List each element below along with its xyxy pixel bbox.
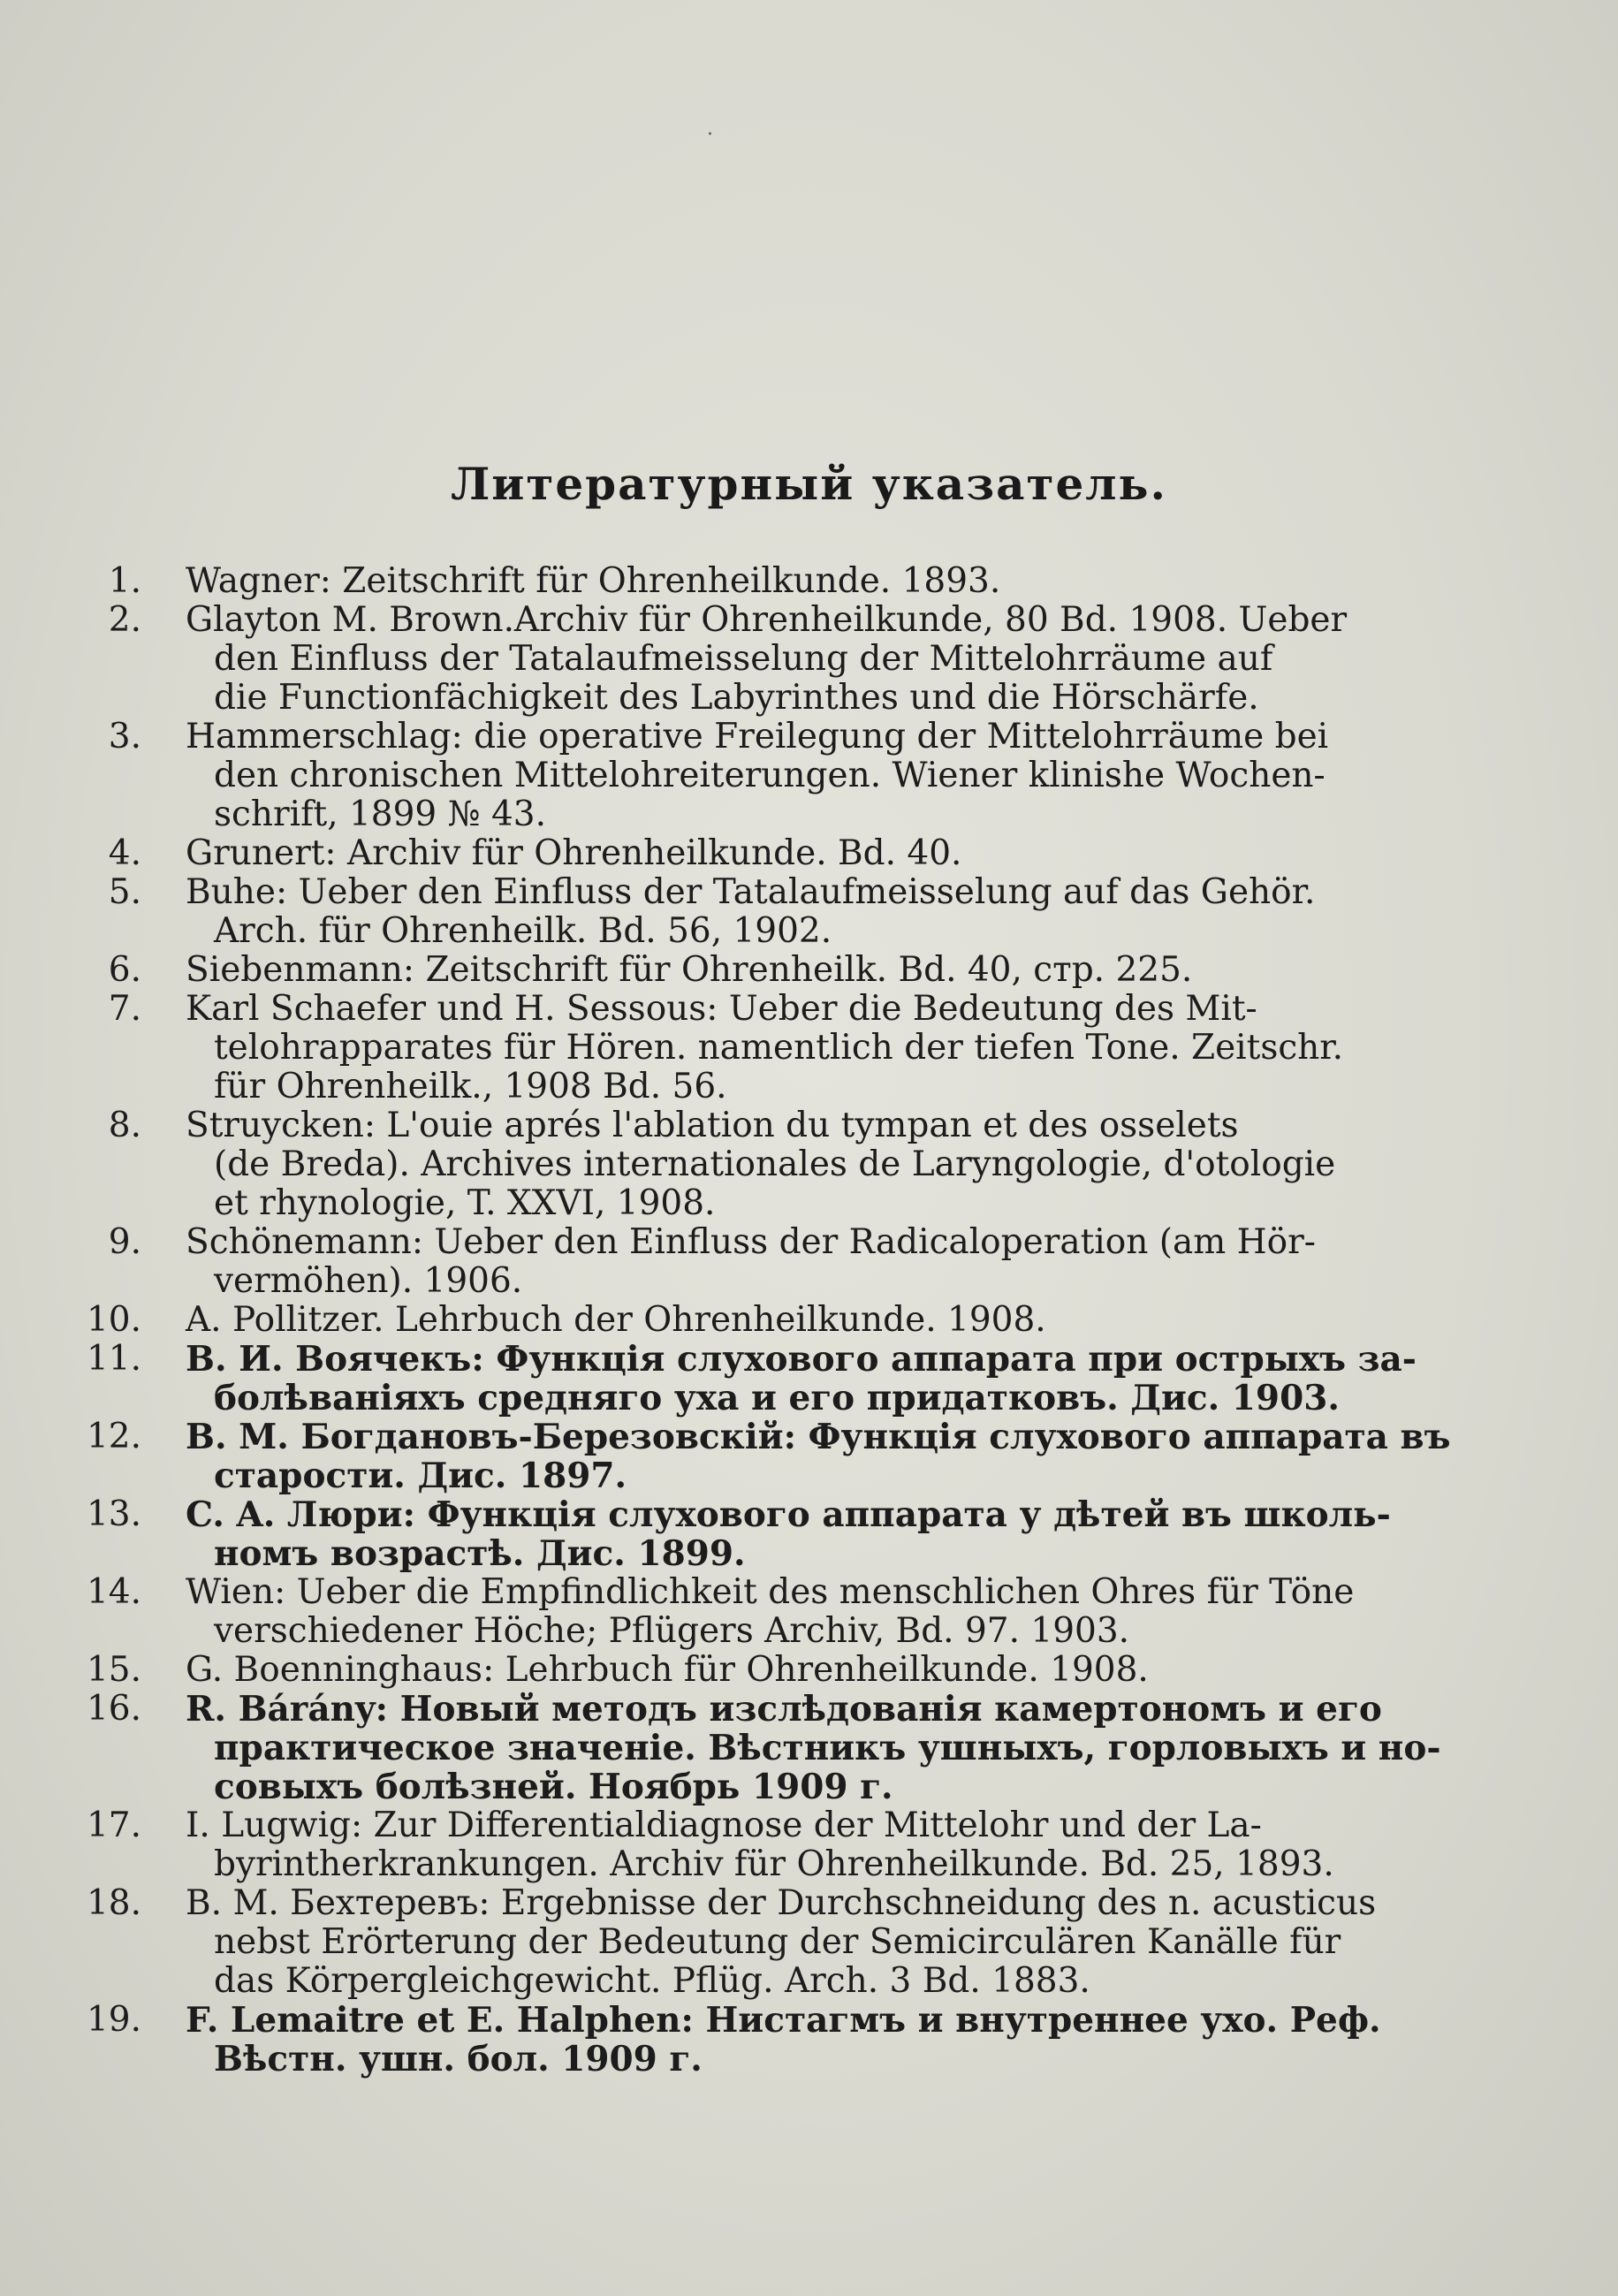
reference-line: старости. Дис. 1897. [214, 1456, 627, 1496]
reference-number: 11. [86, 1339, 141, 1379]
reference-item [71, 834, 1379, 873]
reference-number: 13. [86, 1494, 141, 1534]
reference-line: Struycken: L'ouie aprés l'ablation du tympan et des osselets [186, 1106, 1239, 1145]
reference-item [71, 1223, 1379, 1301]
reference-text [186, 1573, 1379, 1651]
reference-line: R. Bárány: Новый методъ изслѣдованія камертономъ и его [186, 1689, 1382, 1730]
reference-item [71, 601, 1379, 718]
reference-number: 19. [86, 2000, 141, 2040]
reference-item [71, 1301, 1379, 1340]
reference-line: B. M. Богдановъ-Березовскій: Функція слухового аппарата въ [186, 1417, 1451, 1457]
reference-line: совыхъ болѣзней. Ноябрь 1909 г. [214, 1767, 893, 1807]
reference-line: I. Lugwig: Zur Differentialdiagnose der Mittelohr und der La- [186, 1806, 1262, 1845]
reference-number: 3. [108, 717, 141, 756]
reference-number: 17. [86, 1806, 141, 1845]
reference-line: telohrapparates für Hören. namentlich der tiefen Tone. Zeitschr. [214, 1028, 1344, 1068]
reference-text [186, 834, 1379, 873]
page-title: Литературный указатель. [451, 458, 1167, 510]
reference-line: Glayton M. Brown.Archiv für Ohrenheilkunde, 80 Bd. 1908. Ueber [186, 600, 1348, 640]
reference-number: 4. [108, 833, 141, 873]
reference-line: Arch. für Ohrenheilk. Bd. 56, 1902. [214, 911, 832, 951]
reference-text [186, 1417, 1451, 1496]
reference-number: 16. [86, 1689, 141, 1729]
reference-line: nebst Erörterung der Bedeutung der Semicirculären Kanälle für [214, 1922, 1341, 1962]
reference-number: 9. [108, 1222, 141, 1262]
reference-number: 12. [86, 1417, 141, 1456]
reference-text [186, 1494, 1391, 1574]
reference-number: 18. [86, 1883, 141, 1923]
reference-list [71, 561, 1451, 2079]
reference-text [186, 2001, 1379, 2079]
reference-item [71, 1689, 1441, 1807]
reference-line: Вѣстн. ушн. бол. 1909 г. [214, 2039, 703, 2079]
reference-text [186, 718, 1379, 834]
reference-line: Wien: Ueber die Empfindlichkeit des menschlichen Ohres für Töne [186, 1572, 1355, 1612]
reference-item [71, 1884, 1379, 2001]
reference-text [186, 562, 1379, 601]
reference-line: Siebenmann: Zeitschrift für Ohrenheilk. Bd. 40, стр. 225. [186, 950, 1193, 990]
reference-line: verschiedener Höche; Pflügers Archiv, Bd. 97. 1903. [214, 1611, 1130, 1651]
reference-number: 1. [108, 561, 141, 601]
reference-line: Karl Schaefer und H. Sessous: Ueber die Bedeutung des Mit- [186, 989, 1257, 1029]
reference-item [71, 1339, 1417, 1418]
reference-number: 14. [86, 1572, 141, 1612]
reference-line: den Einfluss der Tatalaufmeisselung der Mittelohrräume auf [214, 639, 1273, 679]
reference-line: G. Boenninghaus: Lehrbuch für Ohrenheilkunde. 1908. [186, 1650, 1149, 1690]
reference-text [186, 990, 1379, 1106]
reference-line: Schönemann: Ueber den Einfluss der Radicaloperation (am Hör- [186, 1222, 1316, 1262]
reference-item [71, 1106, 1379, 1223]
reference-item [71, 1417, 1451, 1496]
reference-line: für Ohrenheilk., 1908 Bd. 56. [214, 1067, 727, 1106]
reference-line: B. И. Воячекъ: Функція слухового аппарата при острыхъ за- [186, 1339, 1417, 1380]
reference-text [186, 1339, 1417, 1418]
reference-item [71, 562, 1379, 601]
reference-text [186, 1884, 1379, 2001]
reference-text [186, 951, 1379, 990]
reference-line: vermöhen). 1906. [214, 1261, 523, 1301]
reference-line: (de Breda). Archives internationales de Laryngologie, d'otologie [214, 1144, 1336, 1184]
reference-line: et rhynologie, T. XXVI, 1908. [214, 1183, 716, 1223]
reference-item [71, 2001, 1379, 2079]
reference-line: Wagner: Zeitschrift für Ohrenheilkunde. 1893. [186, 561, 1001, 601]
reference-line: B. M. Бехтеревъ: Ergebnisse der Durchschneidung des n. acusticus [186, 1883, 1377, 1923]
reference-line: schrift, 1899 № 43. [214, 794, 546, 834]
reference-text [186, 1223, 1379, 1301]
reference-line: C. A. Люри: Функція слухового аппарата у дѣтей въ школь- [186, 1494, 1391, 1535]
reference-number: 5. [108, 872, 141, 912]
reference-text [186, 1806, 1379, 1884]
reference-line: F. Lemaitre et E. Halphen: Нистагмъ и внутреннее ухо. Реф. [186, 2000, 1381, 2041]
reference-line: das Körpergleichgewicht. Pflüg. Arch. 3 Bd. 1883. [214, 1961, 1090, 2001]
page-mark: · [707, 124, 713, 146]
reference-text [186, 1651, 1379, 1690]
reference-line: практическое значеніе. Вѣстникъ ушныхъ, горловыхъ и но- [214, 1728, 1441, 1768]
reference-item [71, 951, 1379, 990]
reference-line: den chronischen Mittelohreiterungen. Wiener klinishe Wochen- [214, 756, 1326, 795]
reference-line: Buhe: Ueber den Einfluss der Tatalaufmeisselung auf das Gehör. [186, 872, 1316, 912]
reference-line: Grunert: Archiv für Ohrenheilkunde. Bd. 40. [186, 833, 962, 873]
reference-text [186, 1301, 1379, 1340]
reference-number: 8. [108, 1106, 141, 1145]
reference-text [186, 873, 1379, 951]
reference-line: болѣваніяхъ средняго уха и его придатковъ. Дис. 1903. [214, 1378, 1340, 1418]
reference-number: 6. [108, 950, 141, 990]
reference-line: номъ возрастѣ. Дис. 1899. [214, 1533, 746, 1574]
reference-line: die Functionfächigkeit des Labyrinthes und die Hörschärfe. [214, 678, 1259, 718]
reference-item [71, 1573, 1379, 1651]
reference-line: Hammerschlag: die operative Freilegung der Mittelohrräume bei [186, 717, 1329, 756]
reference-number: 7. [108, 989, 141, 1029]
reference-line: byrintherkrankungen. Archiv für Ohrenheilkunde. Bd. 25, 1893. [214, 1844, 1334, 1884]
reference-text [186, 601, 1379, 718]
reference-number: 2. [108, 600, 141, 640]
reference-text [186, 1106, 1379, 1223]
reference-number: 15. [86, 1650, 141, 1690]
reference-item [71, 873, 1379, 951]
reference-item [71, 990, 1379, 1106]
reference-line: A. Pollitzer. Lehrbuch der Ohrenheilkunde. 1908. [186, 1300, 1046, 1340]
reference-text [186, 1689, 1441, 1807]
reference-item [71, 1494, 1391, 1574]
reference-item [71, 1806, 1379, 1884]
reference-number: 10. [86, 1300, 141, 1340]
reference-item [71, 1651, 1379, 1690]
reference-item [71, 718, 1379, 834]
